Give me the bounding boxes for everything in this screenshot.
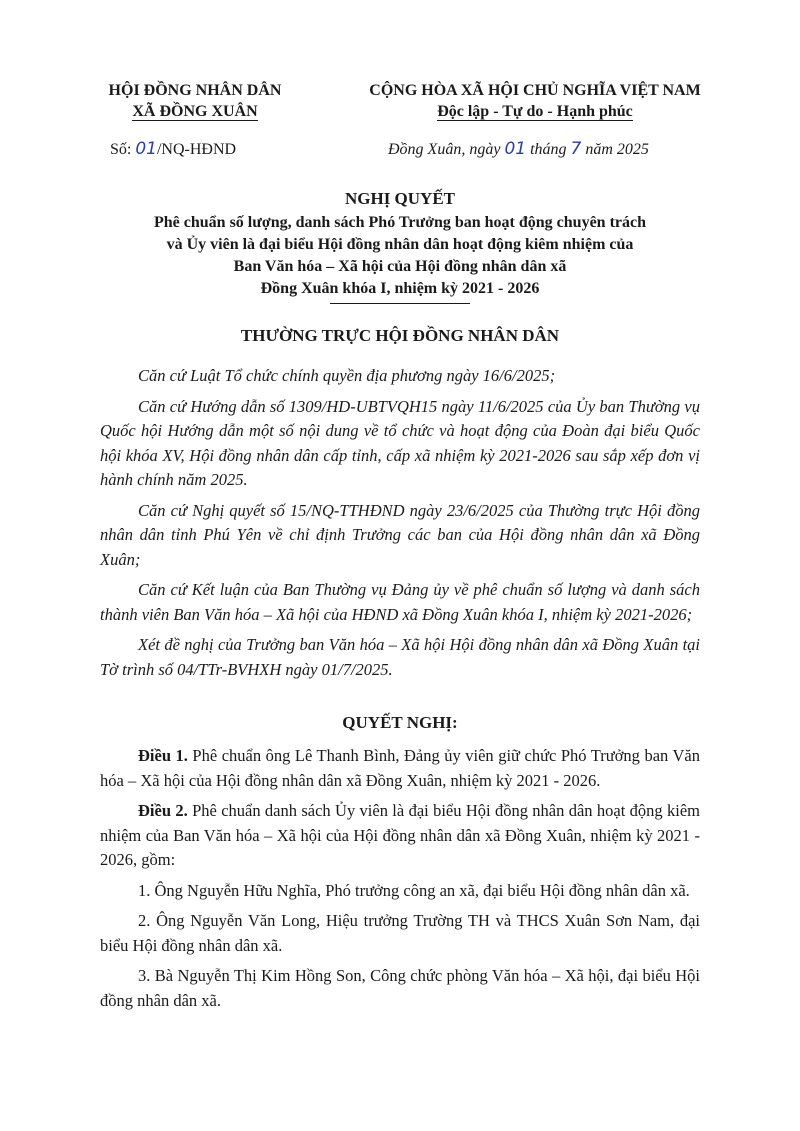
article-2 (100, 799, 700, 873)
issuer-block (70, 80, 320, 122)
legal-bases (100, 364, 700, 682)
title-line4: Đồng Xuân khóa I, nhiệm kỳ 2021 - 2026 (260, 280, 540, 297)
basis-4: Căn cứ Kết luận của Ban Thường vụ Đảng ủy về phê chuẩn số lượng và danh sách thành viên Ban Văn hóa – Xã hội của HĐND xã Đồng Xuân khóa I, nhiệm kỳ 2021-2026; (100, 580, 700, 624)
issuer-line2: XÃ ĐỒNG XUÂN (132, 103, 258, 120)
article-1 (100, 744, 700, 793)
motto: Độc lập - Tự do - Hạnh phúc (437, 103, 633, 120)
national-motto (350, 80, 720, 122)
article-2-label: Điều 2. (138, 801, 188, 820)
issue-date: Đồng Xuân, ngày 01 tháng 7 năm 2025 (388, 139, 649, 159)
basis-2: Căn cứ Hướng dẫn số 1309/HD-UBTVQH15 ngày 11/6/2025 của Ủy ban Thường vụ Quốc hội Hướng dẫn một số nội dung về tổ chức và hoạt động của Đoàn đại biểu Quốc hội khóa XV, Hội đồng nhân dân cấp tỉnh, cấp xã nhiệm kỳ 2021-2026 sau sắp xếp đơn vị hành chính năm 2025. (100, 396, 700, 489)
issuer-line1: HỘI ĐỒNG NHÂN DÂN (108, 82, 282, 99)
member-2: 2. Ông Nguyễn Văn Long, Hiệu trưởng Trường TH và THCS Xuân Sơn Nam, đại biểu Hội đồng nhân dân xã. (100, 911, 700, 955)
decision-heading: QUYẾT NGHỊ: (342, 713, 458, 732)
article-1-text: Phê chuẩn ông Lê Thanh Bình, Đảng ủy viên giữ chức Phó Trưởng ban Văn hóa – Xã hội của Hội đồng nhân dân xã Đồng Xuân, nhiệm kỳ 2021 - 2026. (100, 746, 701, 790)
article-1-label: Điều 1. (138, 746, 188, 765)
number-prefix: Số: (110, 141, 132, 158)
title-line3: Ban Văn hóa – Xã hội của Hội đồng nhân dân xã (233, 258, 567, 275)
number-suffix: /NQ-HĐND (156, 141, 237, 158)
number-handwritten: 01 (135, 139, 157, 159)
document-number (110, 139, 236, 159)
country-name: CỘNG HÒA XÃ HỘI CHỦ NGHĨA VIỆT NAM (369, 82, 701, 99)
authority-heading: THƯỜNG TRỰC HỘI ĐỒNG NHÂN DÂN (240, 326, 560, 345)
document-type: NGHỊ QUYẾT (344, 189, 456, 208)
date-month-handwritten: 7 (570, 139, 582, 159)
articles (100, 744, 700, 1013)
article-2-text: Phê chuẩn danh sách Ủy viên là đại biểu Hội đồng nhân dân hoạt động kiêm nhiệm của Ban Văn hóa – Xã hội của Hội đồng nhân dân xã Đồng Xuân, nhiệm kỳ 2021 - 2026, gồm: (100, 801, 700, 869)
basis-3: Căn cứ Nghị quyết số 15/NQ-TTHĐND ngày 23/6/2025 của Thường trực Hội đồng nhân dân tỉnh Phú Yên về chỉ định Trưởng các ban của Hội đồng nhân dân xã Đồng Xuân; (100, 500, 700, 569)
title-divider (330, 303, 470, 304)
basis-5: Xét đề nghị của Trưởng ban Văn hóa – Xã hội Hội đồng nhân dân xã Đồng Xuân tại Tờ trình số 04/TTr-BVHXH ngày 01/7/2025. (100, 635, 700, 679)
title-line2: và Ủy viên là đại biểu Hội đồng nhân dân hoạt động kiêm nhiệm của (166, 236, 634, 253)
member-3: 3. Bà Nguyễn Thị Kim Hồng Son, Công chức phòng Văn hóa – Xã hội, đại biểu Hội đồng nhân dân xã. (100, 966, 700, 1010)
basis-1: Căn cứ Luật Tổ chức chính quyền địa phương ngày 16/6/2025; (138, 366, 556, 385)
member-1: 1. Ông Nguyễn Hữu Nghĩa, Phó trưởng công an xã, đại biểu Hội đồng nhân dân xã. (138, 880, 690, 900)
title-block (60, 188, 740, 300)
title-line1: Phê chuẩn số lượng, danh sách Phó Trưởng ban hoạt động chuyên trách (154, 214, 646, 231)
date-day-handwritten: 01 (504, 139, 527, 159)
